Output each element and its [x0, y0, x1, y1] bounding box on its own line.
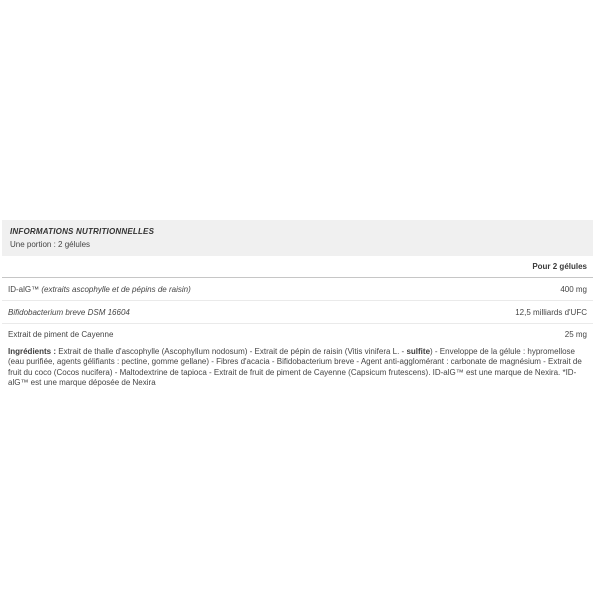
nutrition-header [2, 220, 593, 256]
row-value: 25 mg [564, 329, 587, 339]
row-value: 400 mg [560, 284, 587, 294]
column-header-row [2, 256, 593, 278]
ingredients-text-2: ) - Enveloppe de la gélule : hypromellose (eau purifiée, agents gélifiants : pectine, gomme gellane) - Fibres d'acacia - Bifidobacterium breve - Agent anti-agglomérant : carbonate de magnésium - Extrait de fruit du coco (Cocos nucifera) - Maltodextrine de tapioca - Extrait de fruit de piment de Cayenne (Capsicum frutescens). ID-alG™ est une marque de Nexira. *ID-alG™ est une marque déposée de Nexira [8, 347, 582, 388]
row-label [8, 285, 191, 294]
table-row [2, 301, 593, 324]
row-value: 12,5 milliards d'UFC [515, 307, 587, 317]
ingredients-bold-sulfite: sulfite [406, 347, 431, 356]
ingredients-label: Ingrédients : [8, 347, 57, 356]
row-label: Extrait de piment de Cayenne [8, 329, 114, 339]
row-label-main: ID-alG™ [8, 284, 40, 294]
table-row [2, 324, 593, 344]
nutrition-table [2, 256, 593, 344]
row-label-detail: (extraits ascophylle et de pépins de raisin) [39, 284, 191, 294]
row-label: Bifidobacterium breve DSM 16604 [8, 307, 130, 317]
column-header-per-serving: Pour 2 gélules [532, 262, 587, 271]
ingredients-paragraph [2, 345, 593, 389]
nutrition-title: INFORMATIONS NUTRITIONNELLES [10, 227, 155, 236]
nutrition-panel [0, 220, 600, 389]
table-row [2, 278, 593, 301]
ingredients-text-1: Extrait de thalle d'ascophylle (Ascophyllum nodosum) - Extrait de pépin de raisin (Vitis vinifera L. - [56, 347, 407, 356]
serving-size: Une portion : 2 gélules [10, 240, 91, 249]
